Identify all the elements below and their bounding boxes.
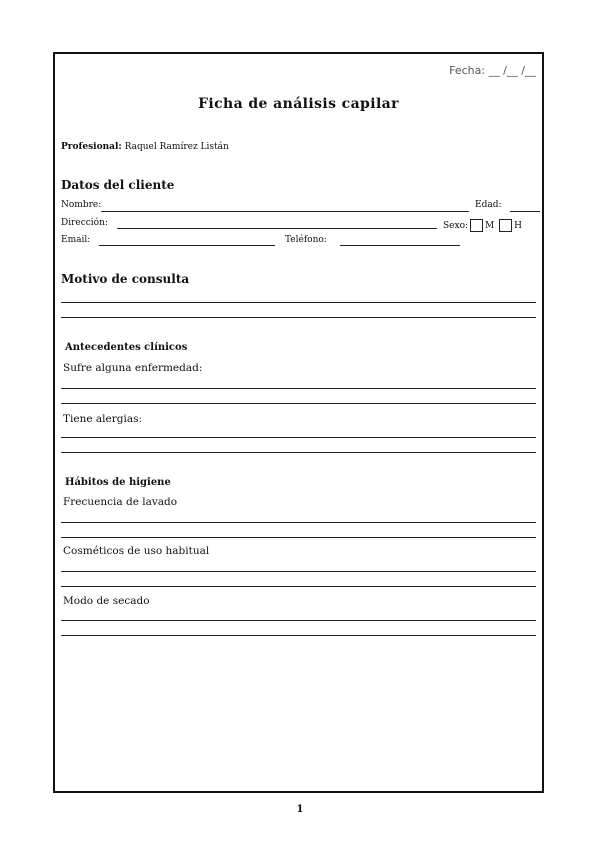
lavado-line-2[interactable] [61,537,536,538]
motivo-line-1[interactable] [61,302,536,303]
form-frame [53,52,544,793]
email-input[interactable] [99,245,275,246]
cosmeticos-label: Cosméticos de uso habitual [63,545,210,557]
secado-line-1[interactable] [61,620,536,621]
email-label: Email: [61,235,91,245]
fecha-field[interactable]: Fecha: __ /__ /__ [449,64,536,77]
sexo-m-checkbox[interactable] [470,219,483,232]
antecedentes-heading: Antecedentes clínicos [65,342,188,353]
profesional-line [61,142,229,152]
alergias-line-2[interactable] [61,452,536,453]
motivo-line-2[interactable] [61,317,536,318]
alergias-label: Tiene alergias: [63,413,143,425]
profesional-label: Profesional: [61,142,122,152]
sexo-label: Sexo: [443,221,469,231]
cosmeticos-line-2[interactable] [61,586,536,587]
edad-input[interactable] [510,211,540,212]
page-title: Ficha de análisis capilar [198,96,399,112]
telefono-input[interactable] [340,245,460,246]
sexo-h-checkbox[interactable] [499,219,512,232]
nombre-label: Nombre: [61,200,102,210]
lavado-label: Frecuencia de lavado [63,496,178,508]
sexo-h-label: H [514,221,522,231]
direccion-label: Dirección: [61,218,108,228]
enfermedad-label: Sufre alguna enfermedad: [63,362,203,374]
cliente-heading: Datos del cliente [61,178,175,192]
cosmeticos-line-1[interactable] [61,571,536,572]
secado-label: Modo de secado [63,595,150,607]
habitos-heading: Hábitos de higiene [65,477,171,488]
secado-line-2[interactable] [61,635,536,636]
sexo-m-label: M [485,221,495,231]
sexo-group [443,219,522,232]
profesional-name: Raquel Ramírez Listán [124,142,229,152]
enfermedad-line-1[interactable] [61,388,536,389]
direccion-input[interactable] [117,228,437,229]
enfermedad-line-2[interactable] [61,403,536,404]
lavado-line-1[interactable] [61,522,536,523]
page-number: 1 [296,804,304,815]
alergias-line-1[interactable] [61,437,536,438]
edad-label: Edad: [475,200,502,210]
telefono-label: Teléfono: [285,235,327,245]
nombre-input[interactable] [101,211,469,212]
motivo-heading: Motivo de consulta [61,272,190,286]
